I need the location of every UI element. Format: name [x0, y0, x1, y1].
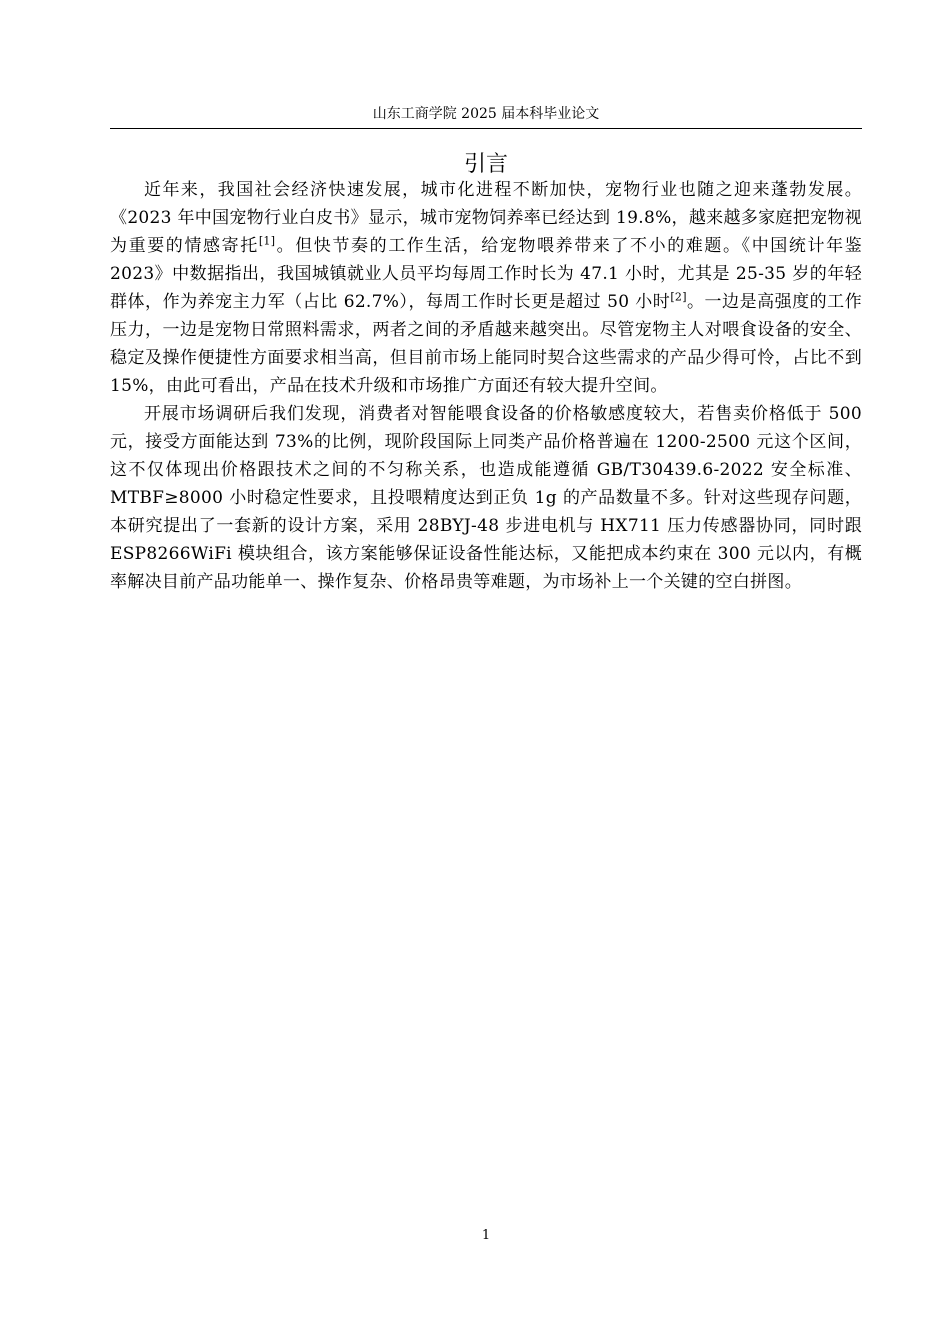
page-number: 1: [481, 1228, 491, 1243]
running-header: 山东工商学院 2025 届本科毕业论文: [372, 106, 600, 122]
paragraph-1: [110, 176, 862, 400]
paragraph-1-part-b: 。但快节奏的工作生活，给宠物喂养带来了不小的难题。《中国统计年鉴 2023》中数据指出，我国城镇就业人员平均每周工作时长为 47.1 小时，尤其是 25-35 岁的年轻群体，作为养宠主力军（占比 62.7%），每周工作时长更是超过 50 小时: [110, 236, 862, 312]
paragraph-1-part-a: 近年来，我国社会经济快速发展，城市化进程不断加快，宠物行业也随之迎来蓬勃发展。《2023 年中国宠物行业白皮书》显示，城市宠物饲养率已经达到 19.8%，越来越多家庭把宠物视为重要的情感寄托: [110, 180, 862, 256]
section-title: 引言: [463, 152, 508, 177]
paragraph-1-part-c: 。一边是高强度的工作压力，一边是宠物日常照料需求，两者之间的矛盾越来越突出。尽管宠物主人对喂食设备的安全、稳定及操作便捷性方面要求相当高，但目前市场上能同时契合这些需求的产品少得可怜，占比不到 15%，由此可看出，产品在技术升级和市场推广方面还有较大提升空间。: [110, 292, 863, 396]
paragraph-2: 开展市场调研后我们发现，消费者对智能喂食设备的价格敏感度较大，若售卖价格低于 500 元，接受方面能达到 73%的比例，现阶段国际上同类产品价格普遍在 1200-2500 元这个区间，这不仅体现出价格跟技术之间的不匀称关系，也造成能遵循 GB/T30439.6-2022 安全标准、MTBF≥8000 小时稳定性要求，且投喂精度达到正负 1g 的产品数量不多。针对这些现存问题，本研究提出了一套新的设计方案，采用 28BYJ-48 步进电机与 HX711 压力传感器协同，同时跟 ESP8266WiFi 模块组合，该方案能够保证设备性能达标，又能把成本约束在 300 元以内，有概率解决目前产品功能单一、操作复杂、价格昂贵等难题，为市场补上一个关键的空白拼图。: [110, 404, 862, 592]
citation-2: [2]: [670, 290, 687, 304]
header-divider: [110, 128, 862, 129]
citation-1: [1]: [258, 234, 276, 248]
body-text: [110, 176, 862, 596]
